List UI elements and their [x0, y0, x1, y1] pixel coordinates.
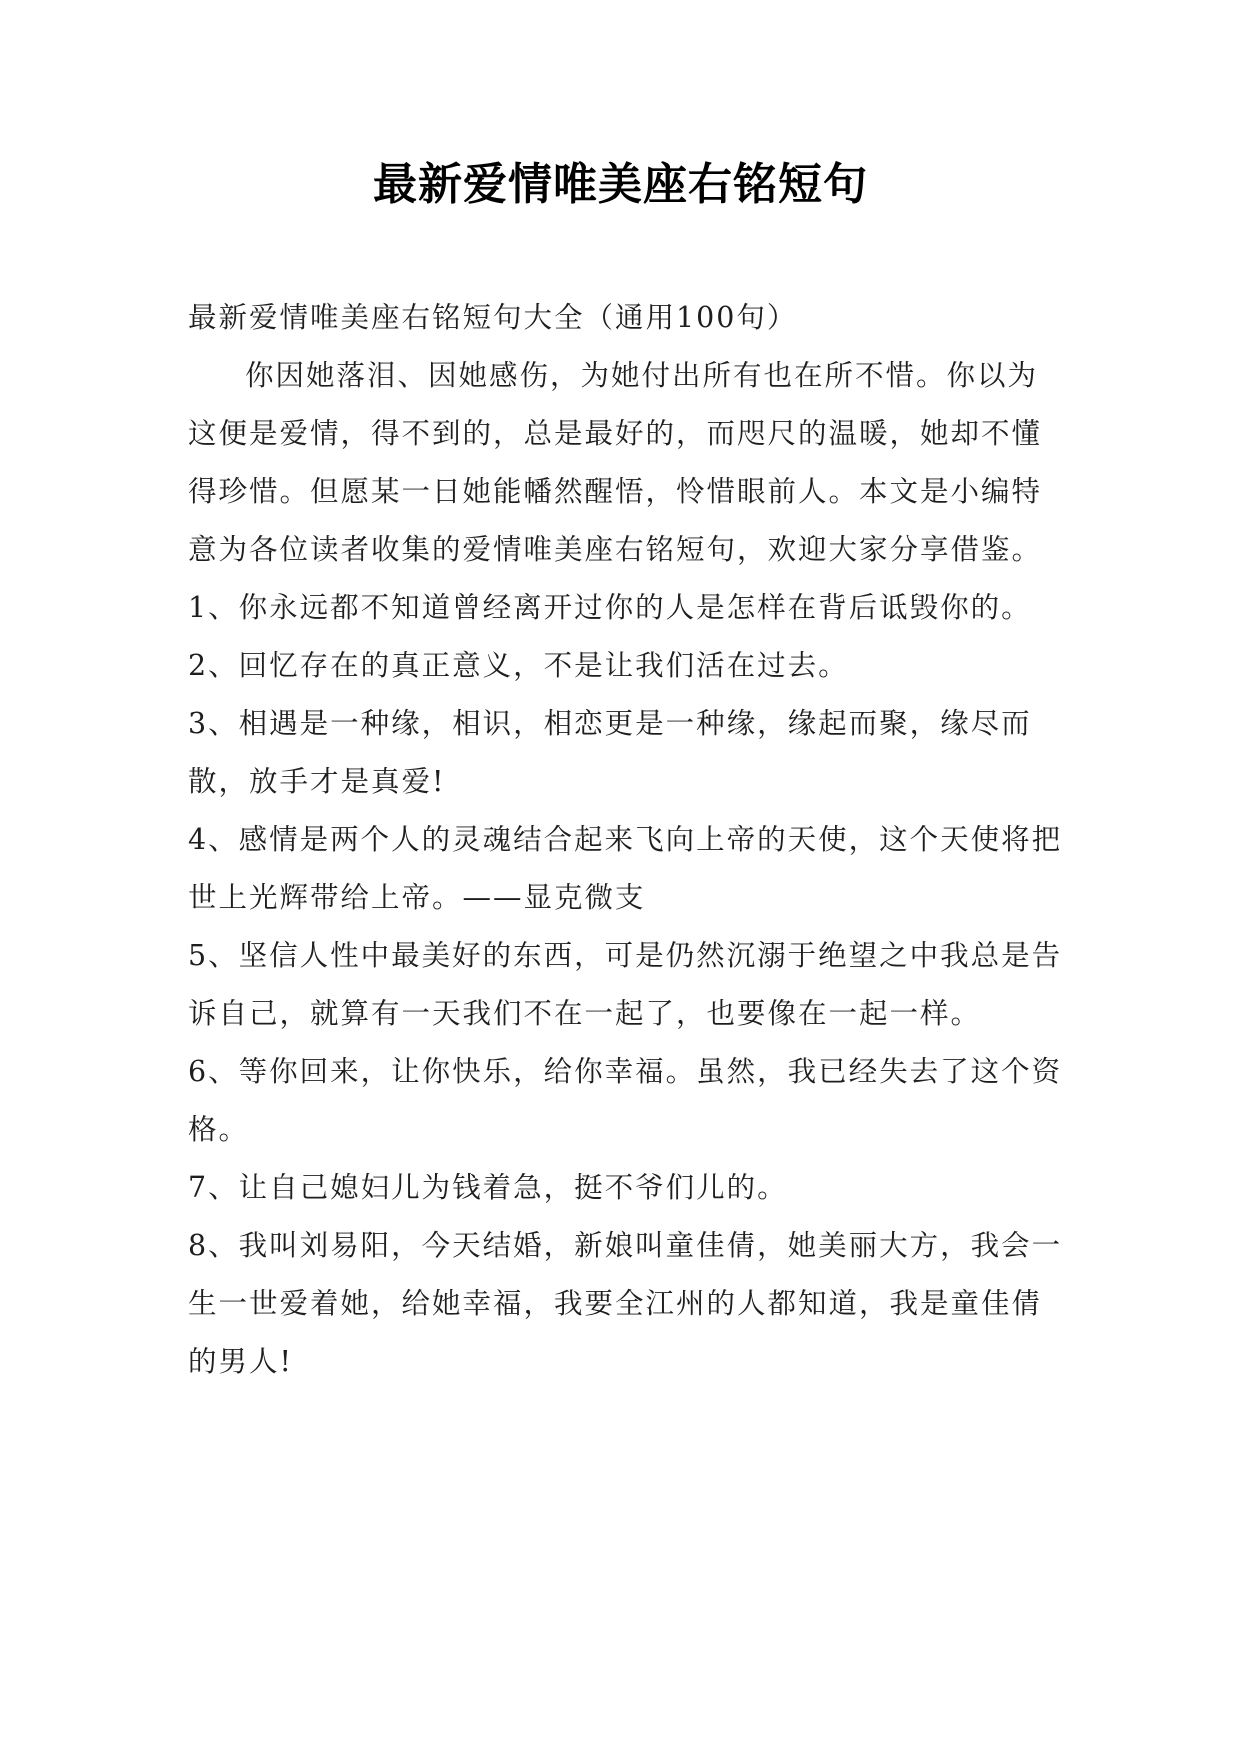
list-item: 2、回忆存在的真正意义，不是让我们活在过去。 — [188, 649, 849, 682]
document-body — [188, 289, 1068, 1391]
list-item: 5、坚信人性中最美好的东西，可是仍然沉溺于绝望之中我总是告诉自己，就算有一天我们不在一起了，也要像在一起一样。 — [188, 939, 1063, 1030]
list-item: 1、你永远都不知道曾经离开过你的人是怎样在背后诋毁你的。 — [188, 591, 1032, 624]
document-subtitle: 最新爱情唯美座右铭短句大全（通用100句） — [188, 301, 798, 334]
intro-paragraph: 你因她落泪、因她感伤，为她付出所有也在所不惜。你以为这便是爱情，得不到的，总是最好的，而咫尺的温暖，她却不懂得珍惜。但愿某一日她能幡然醒悟，怜惜眼前人。本文是小编特意为各位读者收集的爱情唯美座右铭短句，欢迎大家分享借鉴。 — [188, 359, 1043, 566]
list-item: 4、感情是两个人的灵魂结合起来飞向上帝的天使，这个天使将把世上光辉带给上帝。——显克微支 — [188, 823, 1063, 914]
list-item: 3、相遇是一种缘，相识，相恋更是一种缘，缘起而聚，缘尽而散，放手才是真爱! — [188, 707, 1032, 798]
list-item: 8、我叫刘易阳，今天结婚，新娘叫童佳倩，她美丽大方，我会一生一世爱着她，给她幸福，我要全江州的人都知道，我是童佳倩的男人! — [188, 1229, 1063, 1378]
list-item: 6、等你回来，让你快乐，给你幸福。虽然，我已经失去了这个资格。 — [188, 1055, 1063, 1146]
list-item: 7、让自己媳妇儿为钱着急，挺不爷们儿的。 — [188, 1171, 788, 1204]
document-title: 最新爱情唯美座右铭短句 — [373, 159, 868, 210]
